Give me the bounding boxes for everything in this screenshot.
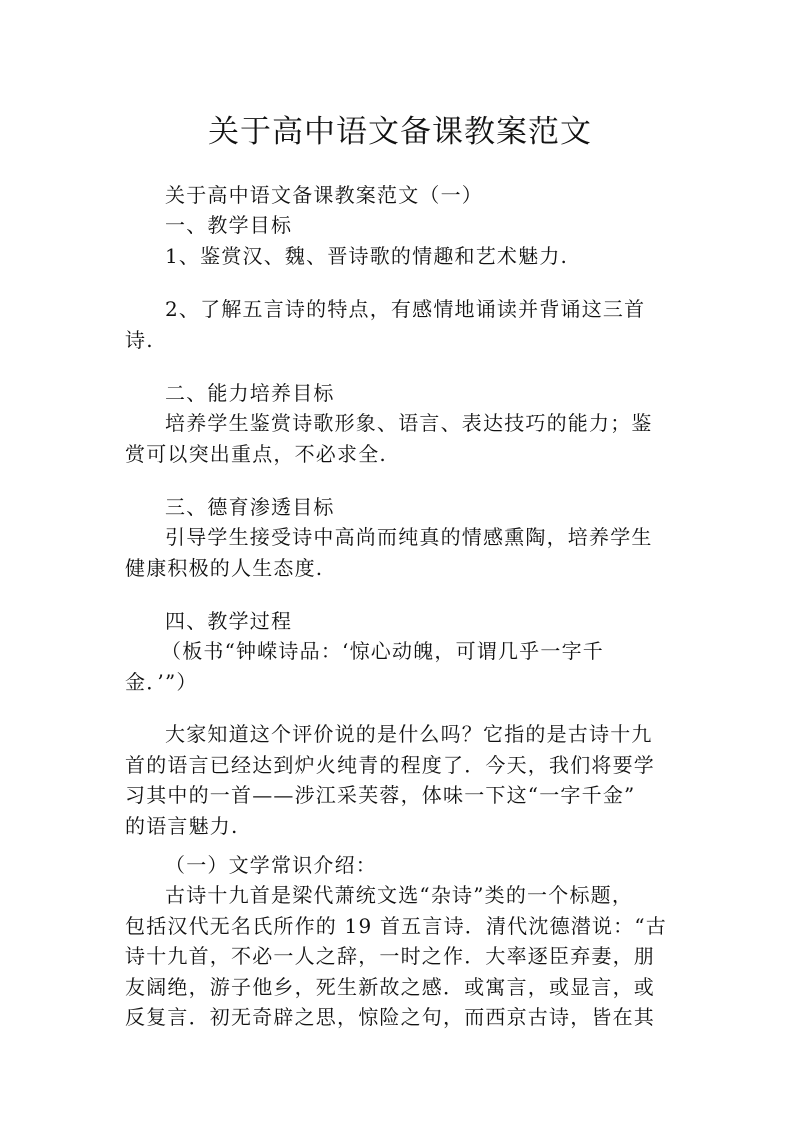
text-line: 诗十九首，不必一人之辞，一时之作．大率逐臣弃妻，朋: [125, 944, 655, 968]
text-line: （一）文学常识介绍：: [165, 853, 377, 877]
document-title: 关于高中语文备课教案范文: [208, 114, 592, 150]
text-line: 2、了解五言诗的特点，有感情地诵读并背诵这三首: [165, 297, 646, 321]
section-heading: [125, 850, 661, 881]
section-heading: [125, 210, 661, 241]
section-heading: [125, 606, 661, 637]
text-line: 引导学生接受诗中高尚而纯真的情感熏陶，培养学生: [165, 525, 653, 549]
text-line: （板书“钟嵘诗品：‘惊心动魄，可谓几乎一字千: [161, 639, 604, 663]
section-heading: [125, 492, 661, 523]
section-heading: [125, 378, 661, 409]
text-line: 培养学生鉴赏诗歌形象、语言、表达技巧的能力；鉴: [165, 411, 653, 435]
text-line: 反复言．初无奇辟之思，惊险之句，而西京古诗，皆在其: [125, 1005, 655, 1029]
text-line: 关于高中语文备课教案范文（一）: [165, 183, 483, 207]
text-line: 一、教学目标: [165, 213, 293, 237]
text-line: 二、能力培养目标: [165, 381, 335, 405]
text-line: 诗.: [125, 327, 154, 352]
text-line: 四、教学过程: [165, 609, 293, 633]
text-line: 金．’”）: [125, 669, 198, 694]
text-line: 习其中的一首——涉江采芙蓉，体味一下这“一字千金”: [125, 783, 636, 807]
paragraph: [125, 294, 661, 355]
text-line: 友阔绝，游子他乡，死生新故之感．或寓言，或显言，或: [125, 974, 655, 999]
text-line: 包括汉代无名氏所作的 19 首五言诗．清代沈德潜说：“古: [125, 913, 667, 938]
text-line: 首的语言已经达到炉火纯青的程度了．今天，我们将要学: [125, 752, 655, 777]
paragraph: [125, 880, 667, 1033]
paragraph: [125, 719, 661, 841]
paragraph: [125, 522, 661, 583]
text-line: 赏可以突出重点，不必求全.: [125, 441, 387, 466]
paragraph: [125, 241, 661, 272]
paragraph: [125, 636, 661, 697]
text-line: 的语言魅力.: [125, 813, 239, 838]
text-line: 健康积极的人生态度.: [125, 555, 324, 580]
paragraph: [125, 408, 661, 469]
text-line: 三、德育渗透目标: [165, 495, 335, 519]
text-line: 古诗十九首是梁代萧统文选“杂诗”类的一个标题，: [165, 883, 634, 907]
text-line: 大家知道这个评价说的是什么吗？它指的是古诗十九: [165, 722, 653, 746]
text-line: 1、鉴赏汉、魏、晋诗歌的情趣和艺术魅力.: [165, 244, 569, 268]
paragraph: [125, 180, 661, 211]
